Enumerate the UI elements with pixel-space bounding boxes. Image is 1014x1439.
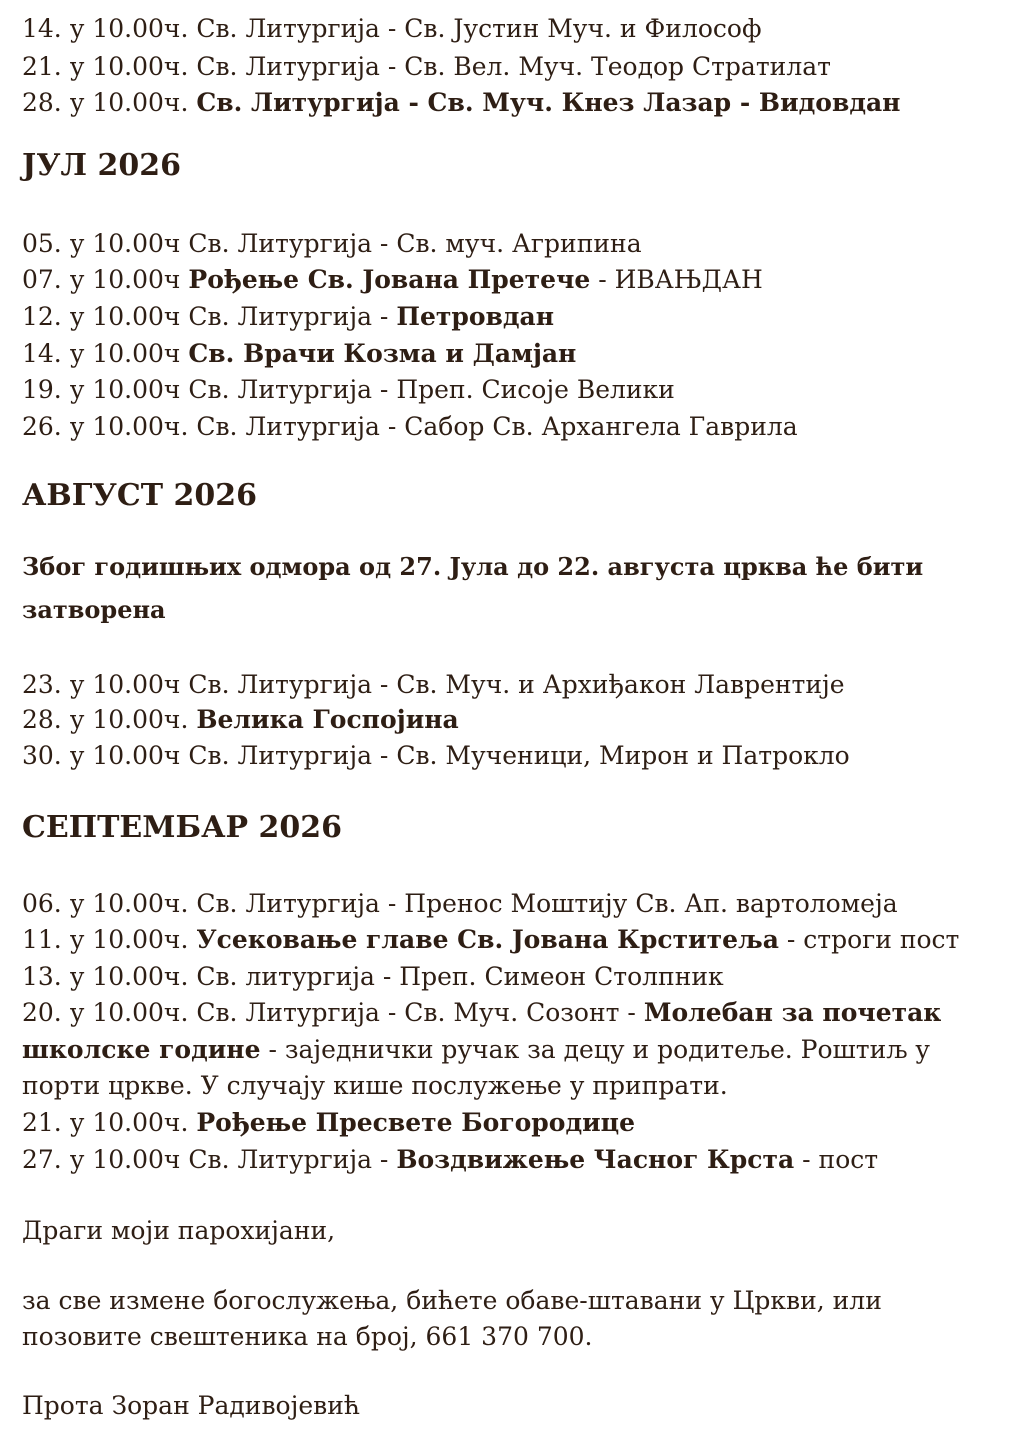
closure-notice-line: затворена <box>22 595 166 624</box>
list-item: 23. у 10.00ч Св. Литургија - Св. Муч. и Архиђакон Лаврентије <box>22 670 845 699</box>
list-item: 14. у 10.00ч. Св. Литургија - Св. Јустин Муч. и Философ <box>22 14 762 43</box>
list-item: 07. у 10.00ч Рођење Св. Јована Претече - ИВАЊДАН <box>22 265 763 294</box>
list-item: 26. у 10.00ч. Св. Литургија - Сабор Св. Архангела Гаврила <box>22 412 798 441</box>
section-heading-september: СЕПТЕМБАР 2026 <box>22 810 343 845</box>
list-item: 21. у 10.00ч. Св. Литургија - Св. Вел. Муч. Теодор Стратилат <box>22 52 831 81</box>
closure-notice-line: Због годишњих одмора од 27. Јула до 22. августа црква ће бити <box>22 552 924 581</box>
list-item: 21. у 10.00ч. Рођење Пресвете Богородице <box>22 1108 636 1137</box>
list-item: 27. у 10.00ч Св. Литургија - Воздвижење Часног Крста - пост <box>22 1145 879 1174</box>
section-heading-august: АВГУСТ 2026 <box>22 478 257 513</box>
message-line: за све измене богослужења, бићете обаве-штавани у Цркви, или <box>22 1286 882 1315</box>
signature: Прота Зоран Радивојевић <box>22 1391 360 1420</box>
list-item: 28. у 10.00ч. Св. Литургија - Св. Муч. Кнез Лазар - Видовдан <box>22 88 901 117</box>
list-item: 20. у 10.00ч. Св. Литургија - Св. Муч. Созонт - Молебан за почетак <box>22 998 942 1027</box>
list-item: 30. у 10.00ч Св. Литургија - Св. Мученици, Мирон и Патрокло <box>22 741 850 770</box>
list-item: 11. у 10.00ч. Усековање главе Св. Јована Крститеља - строги пост <box>22 925 960 954</box>
list-item: 06. у 10.00ч. Св. Литургија - Пренос Моштију Св. Ап. вартоломеја <box>22 889 898 918</box>
list-item: 13. у 10.00ч. Св. литургија - Преп. Симеон Столпник <box>22 962 724 991</box>
list-item: школске године - заједнички ручак за децу и родитеље. Роштиљ у <box>22 1035 931 1064</box>
list-item: порти цркве. У случају кише послужење у припрати. <box>22 1071 728 1100</box>
message-line: позовите свештеника на број, 661 370 700. <box>22 1322 593 1351</box>
greeting: Драги моји парохијани, <box>22 1216 336 1245</box>
list-item: 14. у 10.00ч Св. Врачи Козма и Дамјан <box>22 339 577 368</box>
list-item: 12. у 10.00ч Св. Литургија - Петровдан <box>22 302 555 331</box>
section-heading-july: ЈУЛ 2026 <box>22 148 182 183</box>
list-item: 28. у 10.00ч. Велика Госпојина <box>22 705 459 734</box>
list-item: 19. у 10.00ч Св. Литургија - Преп. Сисоје Велики <box>22 375 675 404</box>
list-item: 05. у 10.00ч Св. Литургија - Св. муч. Агрипина <box>22 229 642 258</box>
